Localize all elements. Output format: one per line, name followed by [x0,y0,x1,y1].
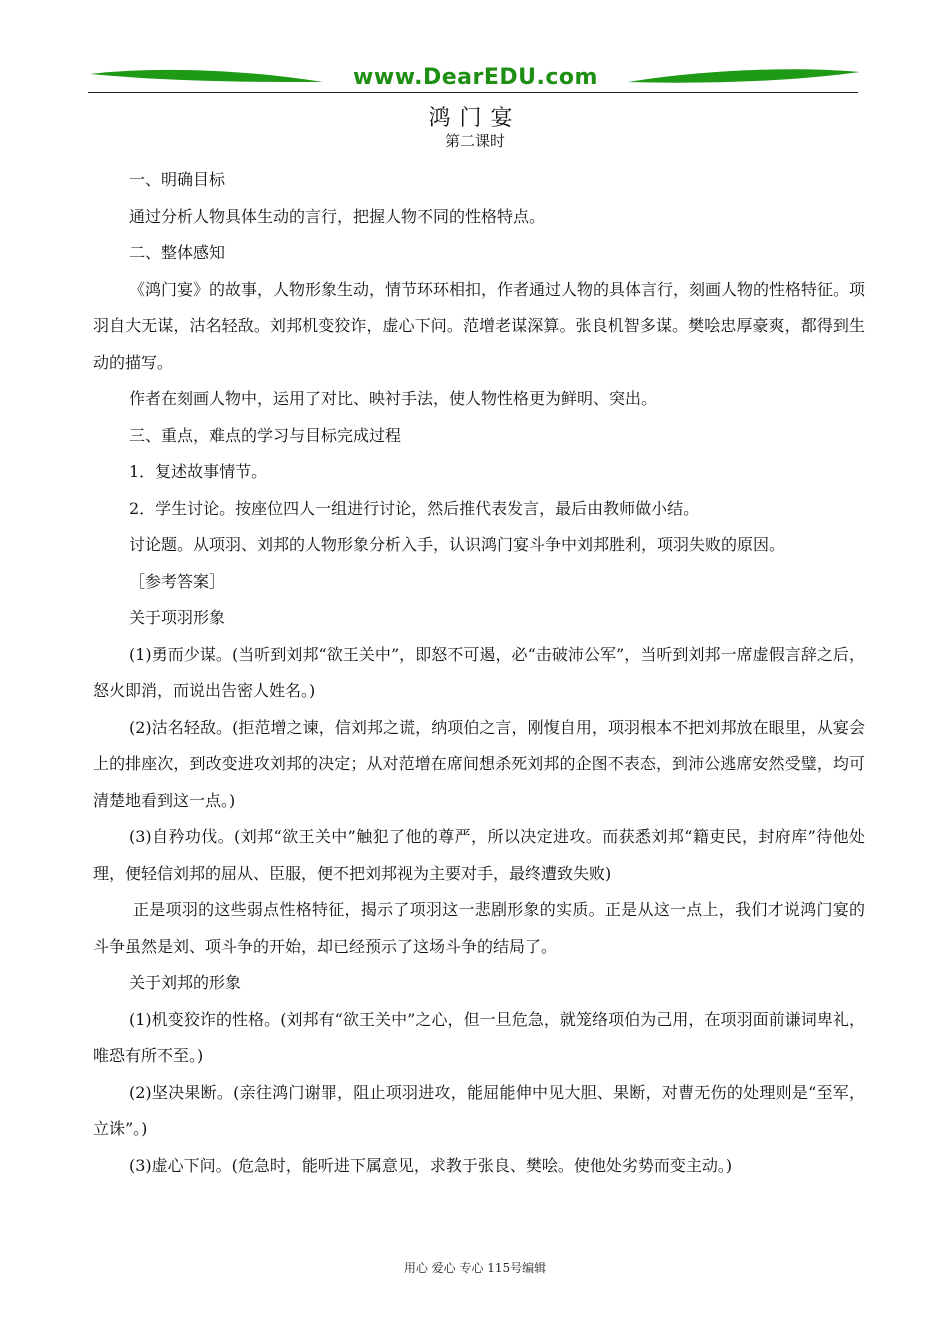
paragraph: (1)勇而少谋。(当听到刘邦“欲王关中”，即怒不可遏，必“击破沛公军”，当听到刘邦一席虚假言辞之后，怒火即消，而说出告密人姓名。) [93,644,865,700]
paragraph: 正是项羽的这些弱点性格特征，揭示了项羽这一悲剧形象的实质。正是从这一点上，我们才说鸿门宴的斗争虽然是刘、项斗争的开始，却已经预示了这场斗争的结局了。 [93,900,865,956]
page-footer: 用心 爱心 专心 115号编辑 [403,1261,547,1275]
paragraph: (2)沽名轻敌。(拒范增之谏，信刘邦之谎，纳项伯之言，刚愎自用，项羽根本不把刘邦放在眼里，从宴会上的排座次，到改变进攻刘邦的决定；从对范增在席间想杀死刘邦的企图不表态，到沛公逃席安然受璧，均可清楚地看到这一点。) [93,717,865,810]
paragraph: 2．学生讨论。按座位四人一组进行讨论，然后推代表发言，最后由教师做小结。 [129,498,700,518]
paragraph: 讨论题。从项羽、刘邦的人物形象分析入手，认识鸿门宴斗争中刘邦胜利，项羽失败的原因。 [129,535,786,554]
paragraph: (2)坚决果断。(亲往鸿门谢罪，阻止项羽进攻，能屈能伸中见大胆、果断，对曹无伤的处理则是“至军，立诛”。) [93,1082,865,1138]
page-subtitle: 第二课时 [444,132,505,150]
paragraph: (1)机变狡诈的性格。(刘邦有“欲王关中”之心，但一旦危急，就笼络项伯为己用，在项羽面前谦词卑礼，唯恐有所不至。) [93,1009,865,1065]
paragraph: 1．复述故事情节。 [129,462,268,481]
paragraph: ［参考答案］ [129,571,226,591]
header-divider [88,92,858,93]
paragraph: 三、重点，难点的学习与目标完成过程 [129,425,402,445]
paragraph: 通过分析人物具体生动的言行，把握人物不同的性格特点。 [129,206,546,226]
paragraph: 二、整体感知 [129,243,226,262]
paragraph: 《鸿门宴》的故事，人物形象生动，情节环环相扣，作者通过人物的具体言行，刻画人物的性格特征。项羽自大无谋，沽名轻敌。刘邦机变狡诈，虚心下问。范增老谋深算。张良机智多谋。樊哙忠厚豪爽，都得到生动的描写。 [93,279,866,372]
paragraph: 关于刘邦的形象 [129,973,242,992]
paragraph: 作者在刻画人物中，运用了对比、映衬手法，使人物性格更为鲜明、突出。 [129,389,658,408]
paragraph: (3)虚心下问。(危急时，能听进下属意见，求教于张良、樊哙。使他处劣势而变主动。) [129,1155,733,1175]
paragraph: 一、明确目标 [129,170,226,189]
site-header [88,60,863,96]
page-title: 鸿门宴 [428,106,522,131]
paragraph: 关于项羽形象 [129,608,226,627]
document-body [93,162,865,1184]
site-logo-text: www.DearEDU.com [353,65,598,90]
paragraph: (3)自矜功伐。(刘邦“欲王关中”触犯了他的尊严，所以决定进攻。而获悉刘邦“籍吏民，封府库”待他处理，便轻信刘邦的屈从、臣服，便不把刘邦视为主要对手，最终遭致失败) [93,827,865,883]
